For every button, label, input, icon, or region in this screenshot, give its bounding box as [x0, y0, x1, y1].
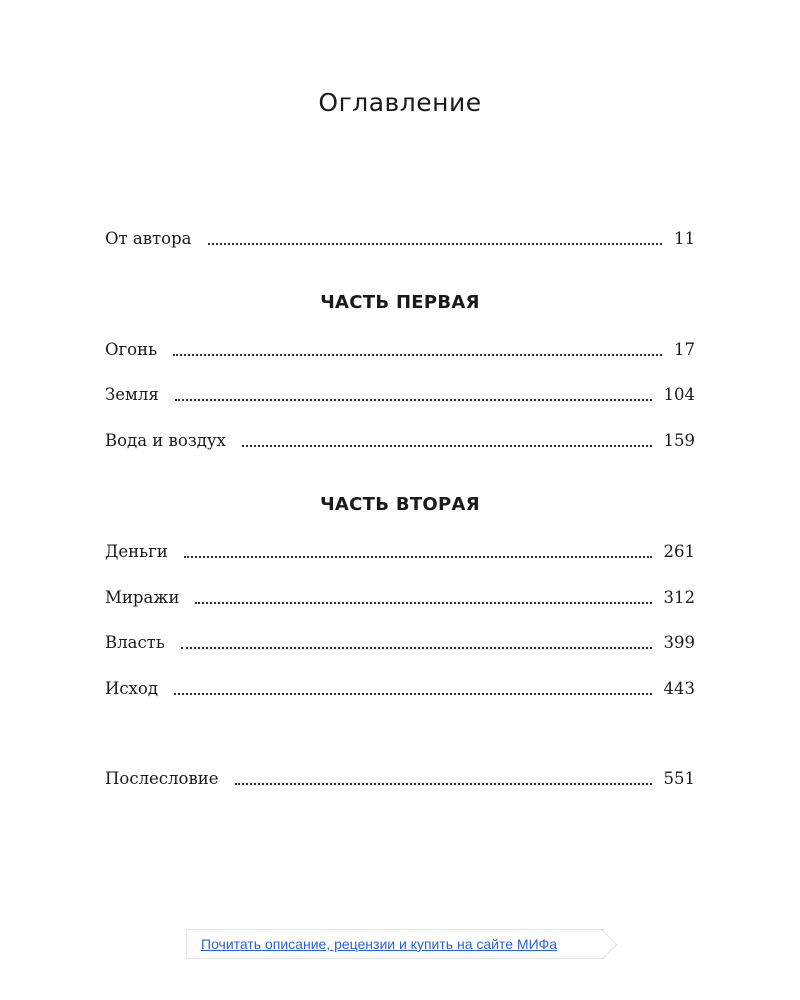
footer-link-banner: [186, 929, 604, 959]
toc-entry-part-two-1[interactable]: [105, 541, 695, 563]
toc-page-number: 312: [663, 588, 695, 607]
toc-entry-label: Власть: [105, 633, 165, 652]
toc-leader-dots: [235, 783, 652, 785]
toc-leader-dots: [173, 354, 662, 356]
toc-leader-dots: [184, 556, 652, 558]
toc-page-number: 104: [663, 385, 695, 404]
toc-entry-label: Послесловие: [105, 769, 219, 788]
toc-entry-part-one-2[interactable]: [105, 384, 695, 406]
page-title: Оглавление: [318, 88, 482, 117]
buy-link[interactable]: Почитать описание, рецензии и купить на сайте МИФа: [201, 936, 558, 952]
toc-leader-dots: [174, 693, 651, 695]
toc-entry-part-one-1[interactable]: [105, 339, 695, 361]
toc-page-number: 261: [663, 542, 695, 561]
toc-page-number: 11: [674, 229, 695, 248]
toc-entry-label: Земля: [105, 385, 159, 404]
toc-entry-label: Миражи: [105, 588, 180, 607]
part-one-heading: ЧАСТЬ ПЕРВАЯ: [320, 292, 480, 313]
toc-leader-dots: [195, 602, 651, 604]
toc-leader-dots: [242, 445, 652, 447]
toc-entry-label: Огонь: [105, 340, 158, 359]
toc-entry-part-one-3[interactable]: [105, 430, 695, 452]
toc-entry-label: Деньги: [105, 542, 168, 561]
toc-page-number: 551: [663, 769, 695, 788]
toc-leader-dots: [208, 243, 663, 245]
toc-entry-intro[interactable]: [105, 228, 695, 250]
toc-entry-label: От автора: [105, 229, 192, 248]
toc-entry-label: Исход: [105, 679, 159, 698]
toc-page-number: 443: [663, 679, 695, 698]
toc-entry-part-two-2[interactable]: [105, 587, 695, 609]
toc-leader-dots: [181, 647, 652, 649]
toc-entry-part-two-4[interactable]: [105, 678, 695, 700]
toc-page-number: 399: [663, 633, 695, 652]
toc-page-number: 17: [674, 340, 695, 359]
toc-entry-label: Вода и воздух: [105, 431, 226, 450]
toc-entry-afterword[interactable]: [105, 768, 695, 790]
toc-leader-dots: [175, 399, 652, 401]
toc-page-number: 159: [663, 431, 695, 450]
part-two-heading: ЧАСТЬ ВТОРАЯ: [320, 494, 480, 515]
toc-entry-part-two-3[interactable]: [105, 632, 695, 654]
